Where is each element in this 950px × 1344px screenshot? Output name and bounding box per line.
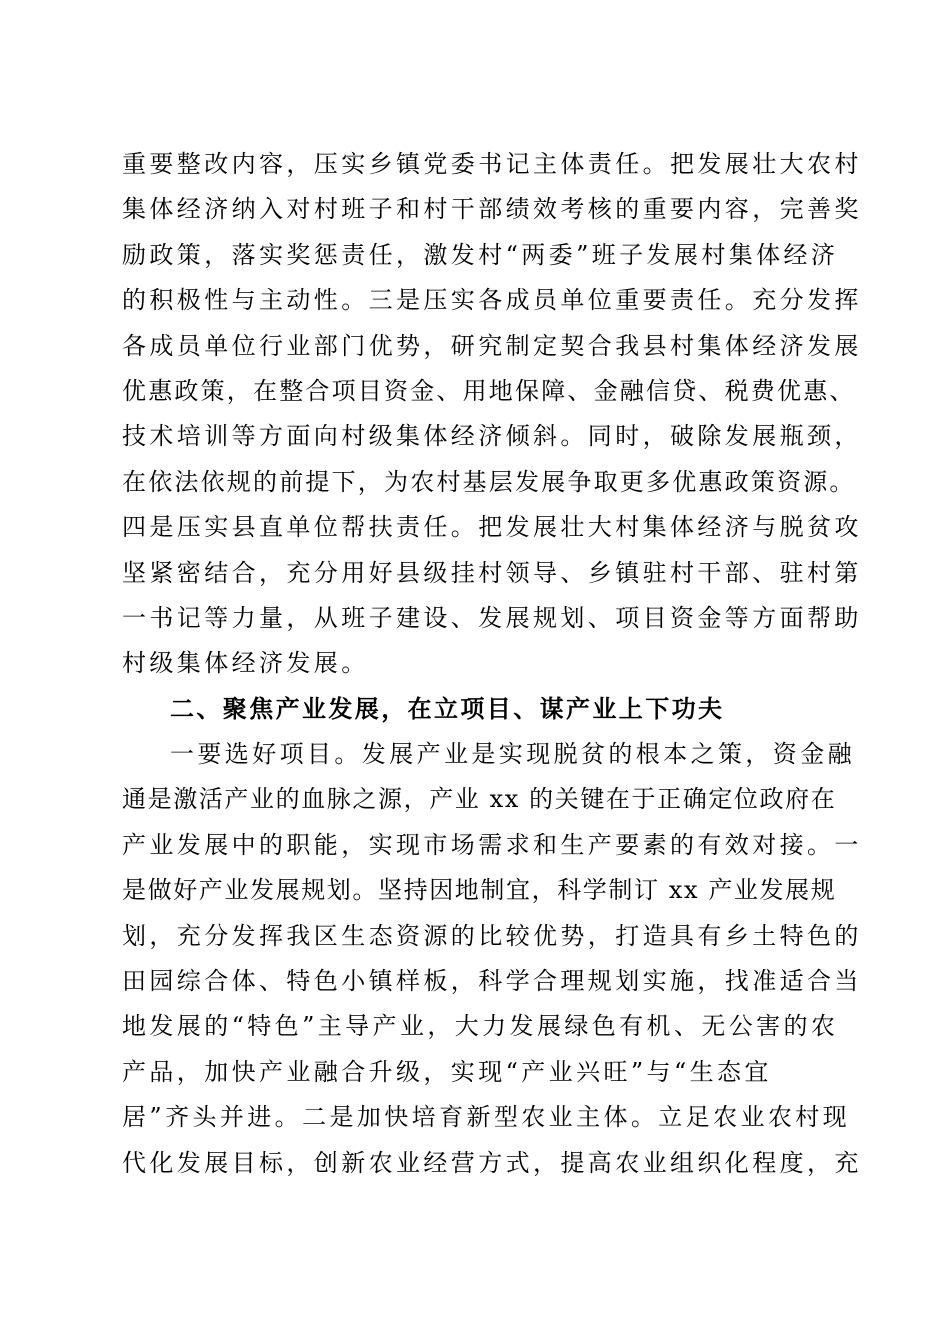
paragraph-line: 划，充分发挥我区生态资源的比较优势，打造具有乡土特色的 xyxy=(122,921,862,950)
paragraph-line: 居”齐头并进。二是加快培育新型农业主体。立足农业农村现 xyxy=(122,1103,851,1132)
paragraph-line: 坚紧密结合，充分用好县级挂村领导、乡镇驻村干部、驻村第 xyxy=(122,558,862,587)
paragraph-line: 地发展的“特色”主导产业，大力发展绿色有机、无公害的农 xyxy=(122,1012,839,1041)
paragraph-line: 重要整改内容，压实乡镇党委书记主体责任。把发展壮大农村 xyxy=(122,150,862,178)
paragraph-line: 四是压实县直单位帮扶责任。把发展壮大村集体经济与脱贫攻 xyxy=(122,513,862,542)
paragraph-line: 技术培训等方面向村级集体经济倾斜。同时，破除发展瓶颈， xyxy=(122,422,862,451)
paragraph-line: 田园综合体、特色小镇样板，科学合理规划实施，找准适合当 xyxy=(122,967,862,996)
paragraph-line: 一书记等力量，从班子建设、发展规划、项目资金等方面帮助 xyxy=(122,603,862,632)
paragraph-line: 代化发展目标，创新农业经营方式，提高农业组织化程度，充 xyxy=(122,1148,862,1177)
paragraph-line: 产业发展中的职能，实现市场需求和生产要素的有效对接。一 xyxy=(122,830,862,859)
paragraph-line: 各成员单位行业部门优势，研究制定契合我县村集体经济发展 xyxy=(122,331,862,360)
document-body xyxy=(122,142,862,1186)
paragraph-line: 在依法依规的前提下，为农村基层发展争取更多优惠政策资源。 xyxy=(122,467,856,496)
paragraph-line: 产品，加快产业融合升级，实现“产业兴旺”与“生态宜 xyxy=(122,1057,772,1086)
section-heading: 二、聚焦产业发展，在立项目、谋产业上下功夫 xyxy=(170,694,725,723)
paragraph-line: 的积极性与主动性。三是压实各成员单位重要责任。充分发挥 xyxy=(122,286,862,315)
paragraph-line: 优惠政策，在整合项目资金、用地保障、金融信贷、税费优惠、 xyxy=(122,376,856,405)
paragraph-line: 通是激活产业的血脉之源，产业 xx 的关键在于正确定位政府在 xyxy=(122,785,837,814)
paragraph-line: 是做好产业发展规划。坚持因地制宜，科学制订 xx 产业发展规 xyxy=(122,876,837,905)
paragraph-line: 励政策，落实奖惩责任，激发村“两委”班子发展村集体经济 xyxy=(122,240,839,269)
paragraph-line: 村级集体经济发展。 xyxy=(122,649,369,678)
paragraph-line: 集体经济纳入对村班子和村干部绩效考核的重要内容，完善奖 xyxy=(122,195,862,224)
paragraph-line: 一要选好项目。发展产业是实现脱贫的根本之策，资金融 xyxy=(170,740,855,769)
